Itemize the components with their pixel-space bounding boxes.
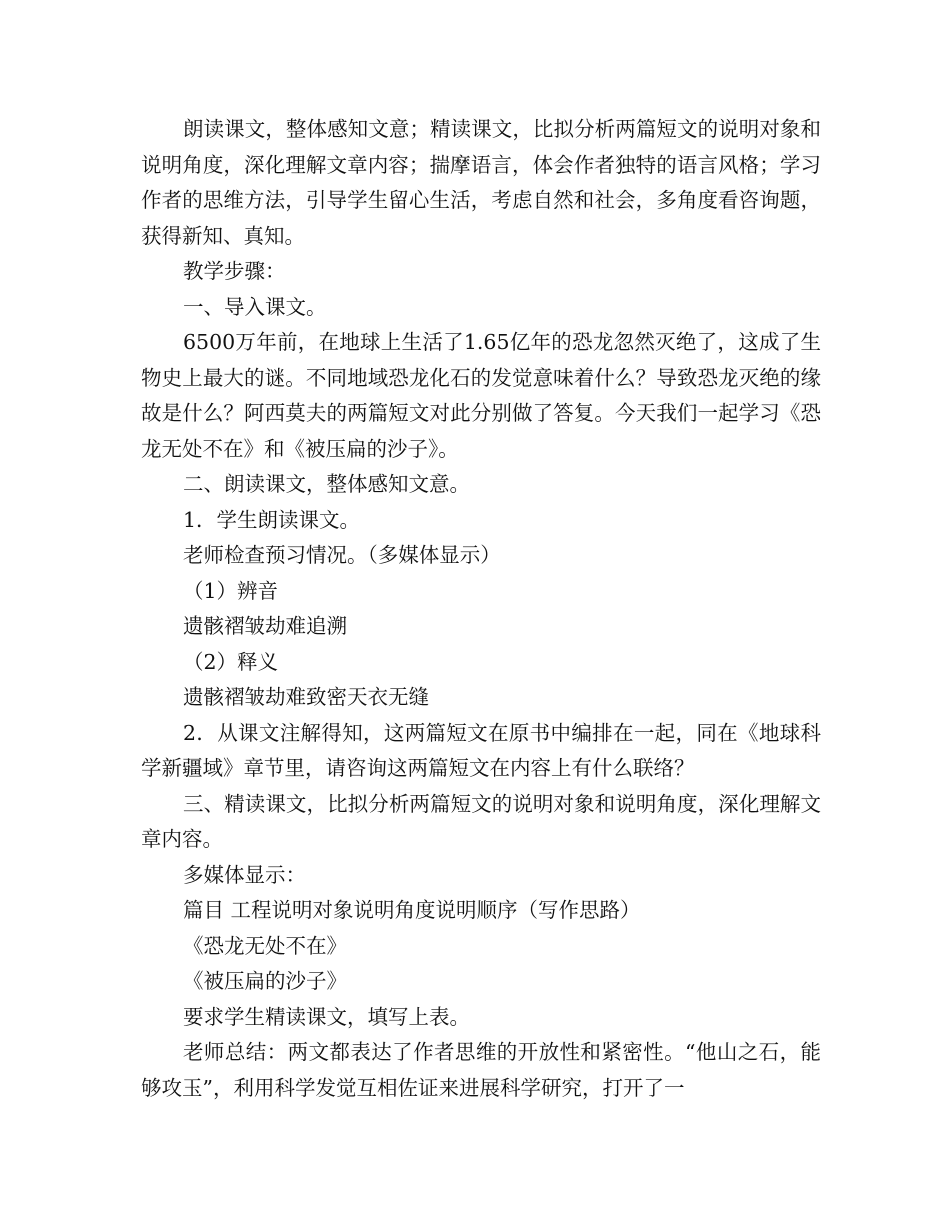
paragraph-pronunciation-words: 遗骸褶皱劫难追溯 — [183, 614, 347, 638]
document-body — [141, 112, 821, 1106]
paragraph-step-2: 2．从课文注解得知，这两篇短文在原书中编排在一起，同在《地球科学新疆域》章节里，请咨询这两篇短文在内容上有什么联络？ — [141, 720, 821, 780]
paragraph-section-1-heading: 一、导入课文。 — [183, 294, 327, 319]
paragraph-pronunciation-heading: （1）辨音 — [183, 578, 279, 603]
paragraph-table-header: 篇目 工程说明对象说明角度说明顺序（写作思路） — [183, 898, 641, 922]
paragraph-title-dinosaurs: 《恐龙无处不在》 — [183, 933, 347, 958]
paragraph-objectives: 朗读课文，整体感知文意；精读课文，比拟分析两篇短文的说明对象和说明角度，深化理解文章内容；揣摩语言，体会作者独特的语言风格；学习作者的思维方法，引导学生留心生活，考虑自然和社会，多角度看咨询题，获得新知、真知。 — [141, 117, 821, 248]
paragraph-definition-heading: （2）释义 — [183, 649, 279, 674]
paragraph-step-1: 1．学生朗读课文。 — [183, 507, 361, 532]
paragraph-title-sand: 《被压扁的沙子》 — [183, 969, 347, 993]
paragraph-introduction: 6500万年前，在地球上生活了1.65亿年的恐龙忽然灭绝了，这成了生物史上最大的谜。不同地域恐龙化石的发觉意味着什么？导致恐龙灭绝的缘故是什么？阿西莫夫的两篇短文对此分别做了答复。今天我们一起学习《恐龙无处不在》和《被压扁的沙子》。 — [141, 330, 821, 461]
paragraph-section-2-heading: 二、朗读课文，整体感知文意。 — [183, 472, 470, 496]
paragraph-section-3-heading: 三、精读课文，比拟分析两篇短文的说明对象和说明角度，深化理解文章内容。 — [141, 791, 821, 851]
paragraph-definition-words: 遗骸褶皱劫难致密天衣无缝 — [183, 685, 429, 709]
paragraph-preview-check: 老师检查预习情况。（多媒体显示） — [183, 543, 501, 567]
paragraph-multimedia-display: 多媒体显示： — [183, 862, 306, 887]
paragraph-teaching-steps-heading: 教学步骤： — [183, 259, 286, 283]
paragraph-teacher-summary: 老师总结：两文都表达了作者思维的开放性和紧密性。“他山之石，能够攻玉”，利用科学发觉互相佐证来进展科学研究，打开了一 — [141, 1040, 821, 1100]
paragraph-fill-table: 要求学生精读课文，填写上表。 — [183, 1004, 470, 1029]
